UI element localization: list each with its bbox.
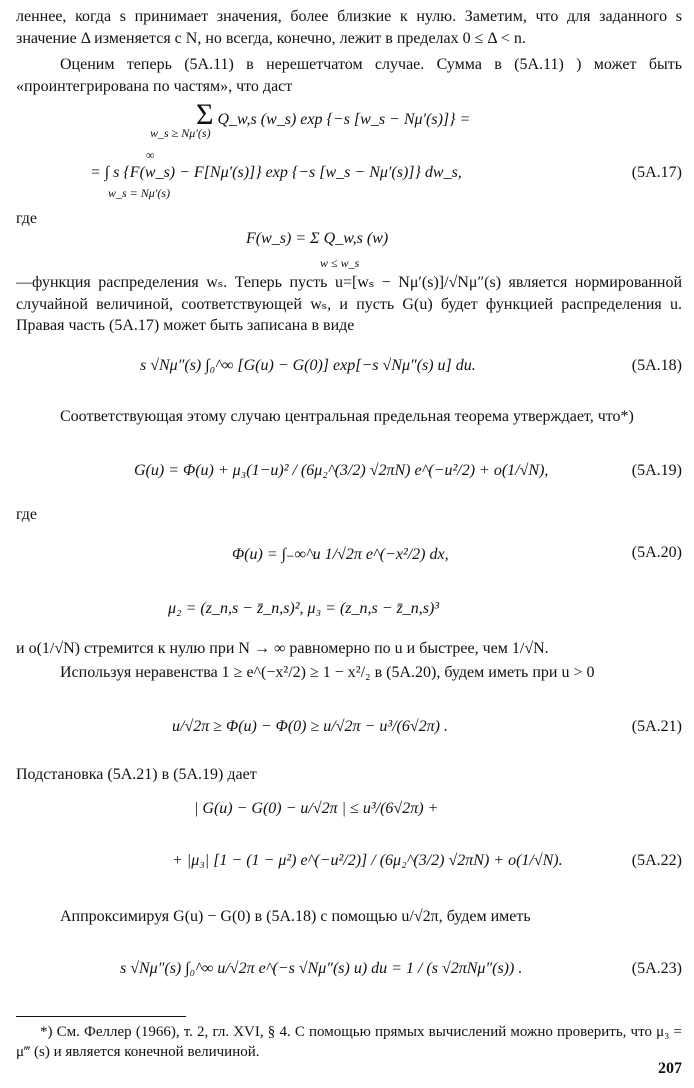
- paragraph-substitution: Подстановка (5А.21) в (5А.19) дает: [16, 766, 257, 783]
- paragraph-integration: Оценим теперь (5А.11) в нерешетчатом случае. Сумма в (5А.11) ) может быть «проинтегрирована по частям», что даст: [16, 56, 682, 95]
- label-5a23: (5А.23): [631, 960, 682, 977]
- equation-5a20: Φ(u) = ∫₋∞^u 1/√2π e^(−x²/2) dx,: [232, 546, 449, 563]
- equation-5a22-line2: + |μ₃| [1 − (1 − μ²) e^(−u²/2)] / (6μ₂^(3/2) √2πN) + o(1/√N).: [172, 852, 563, 869]
- equation-moments: μ₂ = (z_n,s − z̄_n,s)², μ₃ = (z_n,s − z̄_n,s)³: [168, 600, 440, 617]
- paragraph-o-term: и o(1/√N) стремится к нулю при N → ∞ равномерно по u и быстрее, чем 1/√N.: [16, 640, 549, 657]
- paragraph-normalized: —функция распределения wₛ. Теперь пусть u=[wₛ − Nμ′(s)]/√Nμ″(s) является нормированной случайной величиной, соответствующей wₛ, и пусть G(u) будет функцией распределения u. Правая часть (5А.17) может быть записана в виде: [16, 274, 682, 334]
- label-5a19: (5А.19): [631, 462, 682, 479]
- paragraph-inequalities: Используя неравенства 1 ≥ e^(−x²/2) ≥ 1 − x²/₂ в (5А.20), будем иметь при u > 0: [60, 664, 595, 681]
- footnote: *) См. Феллер (1966), т. 2, гл. XVI, § 4. С помощью прямых вычислений можно проверить, что μ₃ = μ‴ (s) и является конечной величиной.: [16, 1024, 682, 1060]
- label-5a20: (5А.20): [631, 544, 682, 561]
- equation-5a22-line1: | G(u) − G(0) − u/√2π | ≤ u³/(6√2π) +: [194, 800, 439, 817]
- equation-distribution-fws: F(w_s) = Σ Q_w,s (w): [246, 230, 389, 247]
- word-gde-1: где: [16, 210, 38, 227]
- integral-lower-limit: w_s = Nμ′(s): [108, 186, 171, 200]
- equation-5a21: u/√2π ≥ Φ(u) − Φ(0) ≥ u/√2π − u³/(6√2π) .: [172, 718, 449, 735]
- paragraph-clt: Соответствующая этому случаю центральная предельная теорема утверждает, что*): [60, 408, 634, 425]
- word-gde-2: где: [16, 506, 38, 523]
- sum-symbol: Σ: [196, 98, 214, 131]
- equation-5a23: s √Nμ″(s) ∫₀^∞ u/√2π e^(−s √Nμ″(s) u) du = 1 / (s √2πNμ″(s)) .: [120, 960, 523, 977]
- sum-limit: w_s ≥ Nμ′(s): [150, 126, 211, 140]
- equation-5a18: s √Nμ″(s) ∫₀^∞ [G(u) − G(0)] exp[−s √Nμ″(s) u] du.: [140, 357, 476, 374]
- equation-5a19: G(u) = Φ(u) + μ₃(1−u)² / (6μ₂^(3/2) √2πN) e^(−u²/2) + o(1/√N),: [134, 462, 549, 479]
- page-number: 207: [658, 1060, 682, 1077]
- paragraph-approximation: Аппроксимируя G(u) − G(0) в (5А.18) с помощью u/√2π, будем иметь: [60, 908, 531, 925]
- footnote-rule: [16, 1016, 186, 1017]
- equation-5a17-line2: = ∫ s {F(w_s) − F[Nμ′(s)]} exp {−s [w_s − Nμ′(s)]} dw_s,: [90, 164, 462, 181]
- label-5a18: (5А.18): [631, 357, 682, 374]
- label-5a21: (5А.21): [631, 718, 682, 735]
- distribution-sum-limit: w ≤ w_s: [320, 256, 360, 270]
- equation-5a17-line1: [196, 100, 470, 130]
- equation-5a17-line1-text: Q_w,s (w_s) exp {−s [w_s − Nμ′(s)]} =: [217, 111, 471, 128]
- integral-upper-limit: ∞: [146, 148, 155, 162]
- label-5a22: (5А.22): [631, 852, 682, 869]
- label-5a17: (5А.17): [631, 164, 682, 181]
- paragraph-intro: леннее, когда s принимает значения, более близкие к нулю. Заметим, что для заданного s значение Δ изменяется с N, но всегда, конечно, лежит в пределах 0 ≤ Δ < n.: [16, 8, 682, 47]
